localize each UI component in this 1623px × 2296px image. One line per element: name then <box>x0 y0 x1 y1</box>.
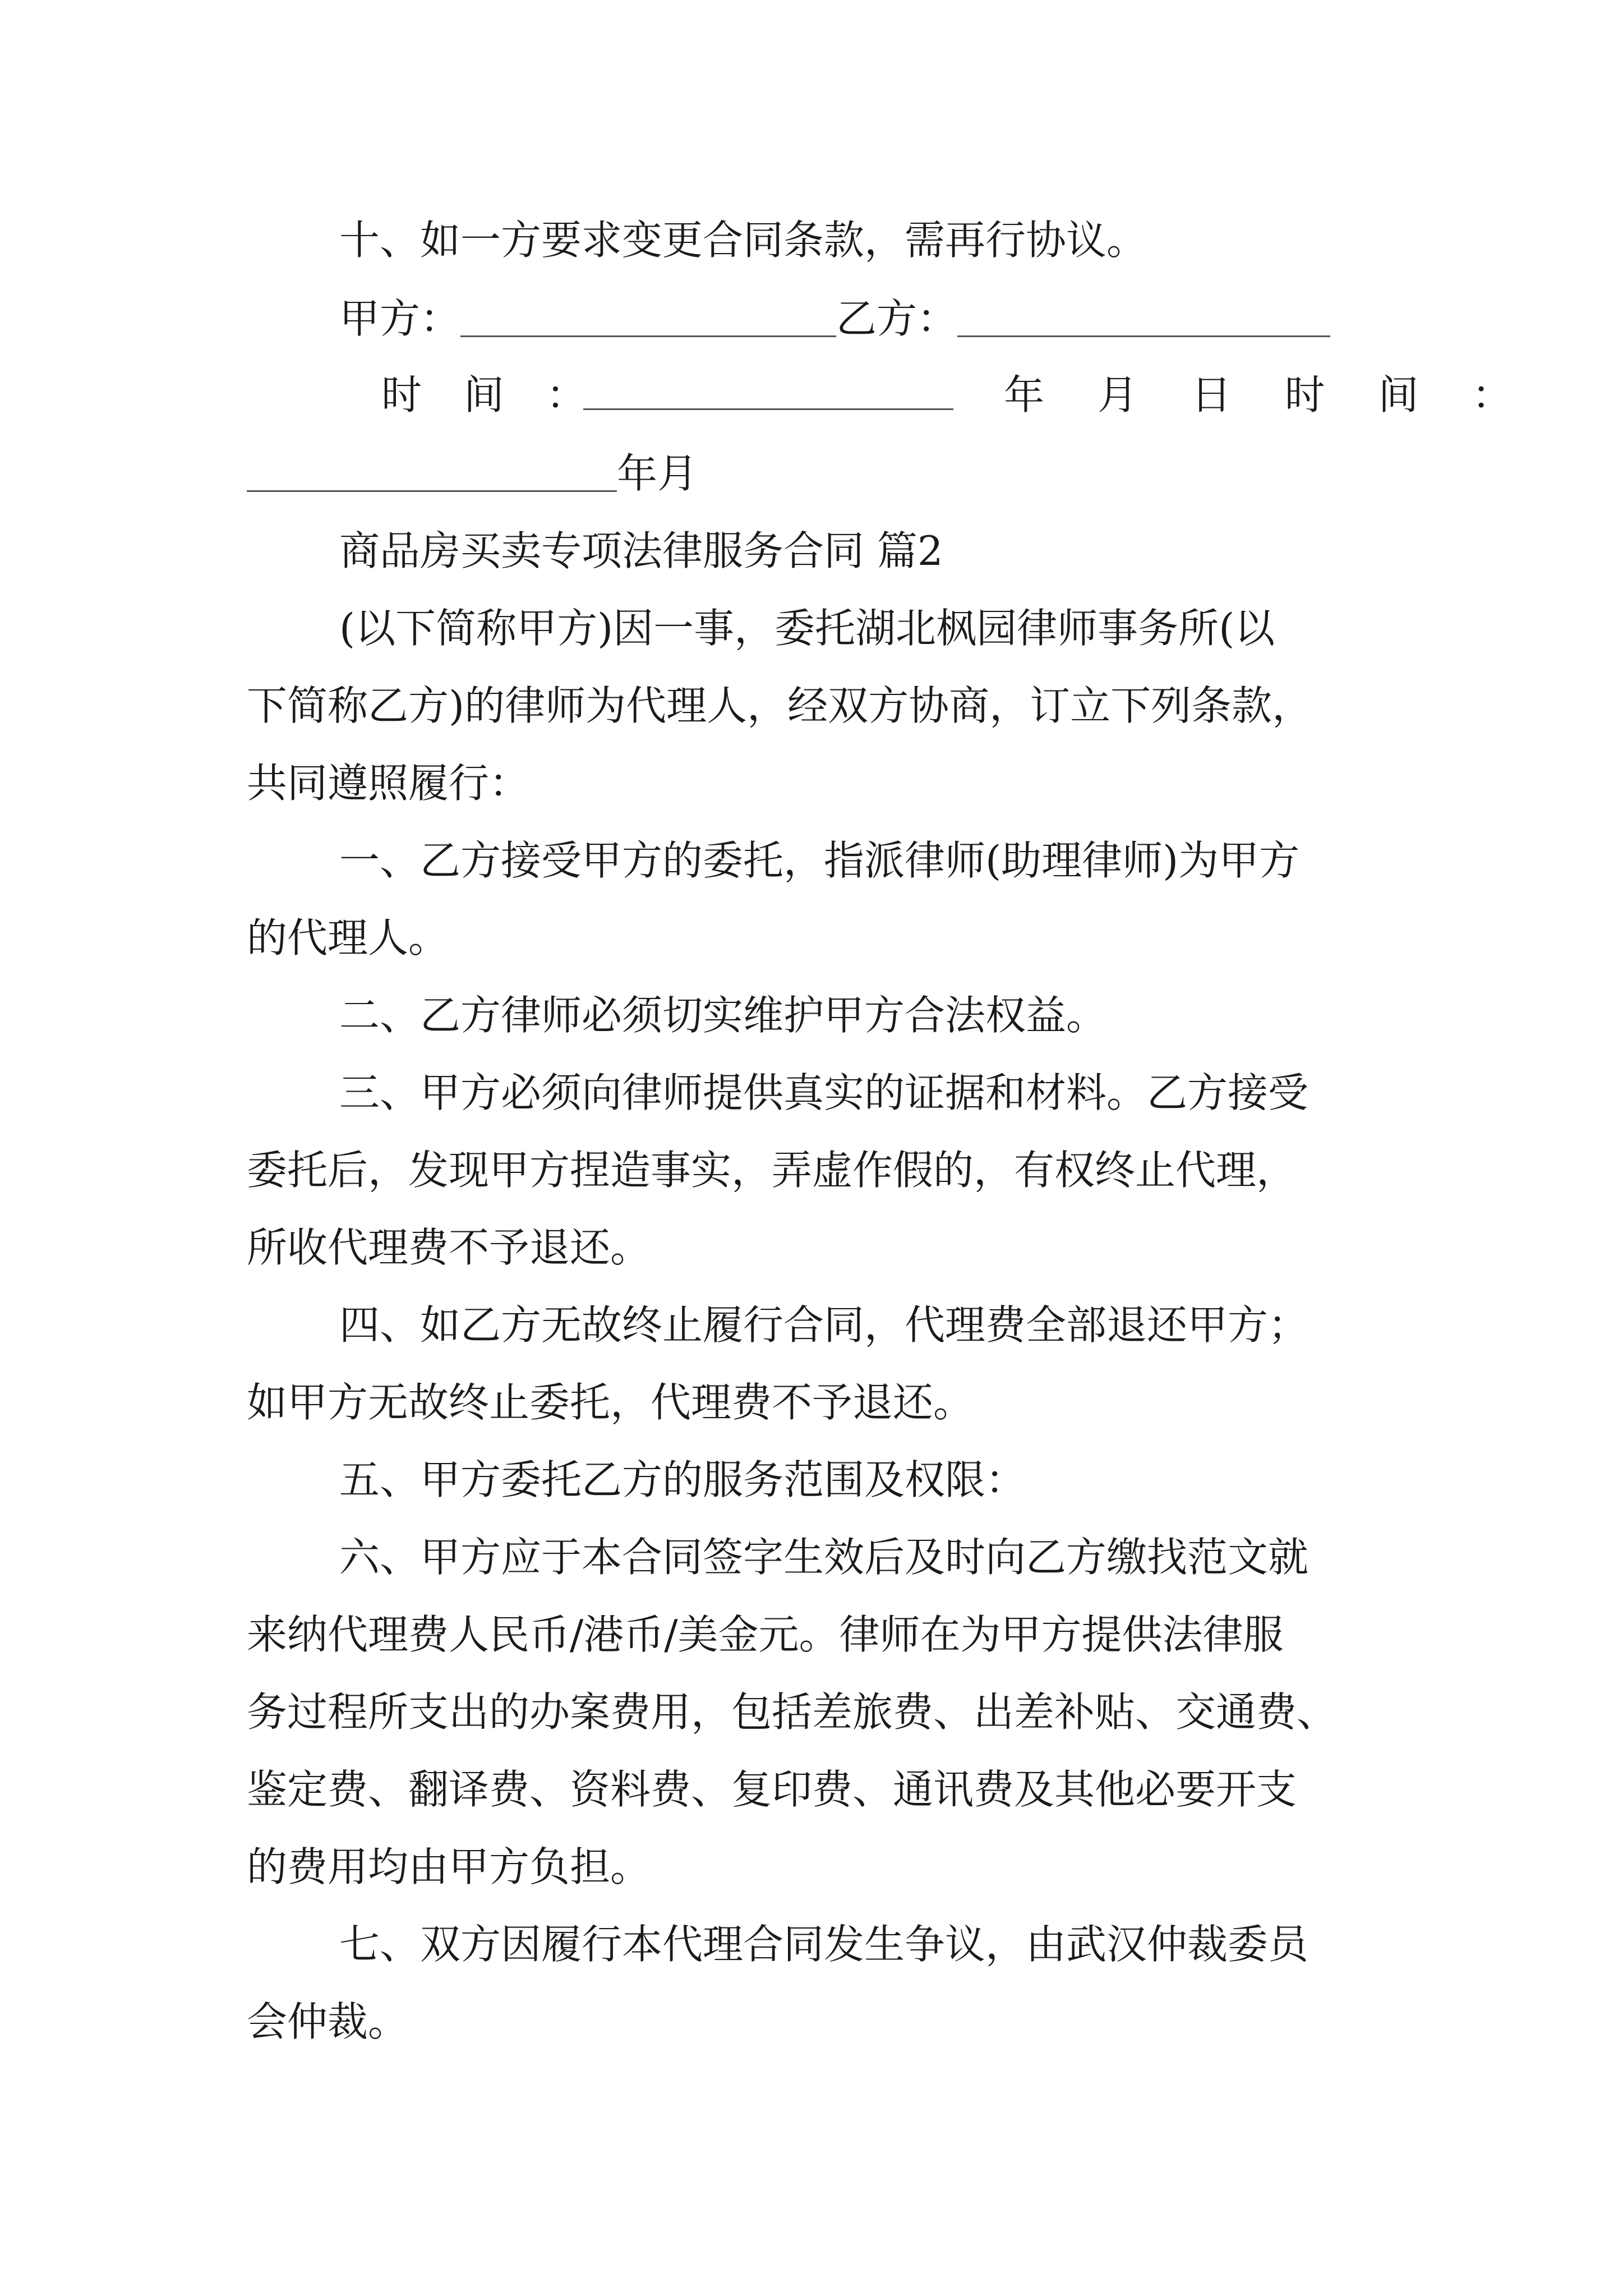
intro-line: (以下简称甲方)因一事，委托湖北枫园律师事务所(以 <box>339 605 1275 652</box>
intro-line: 下简称乙方)的律师为代理人，经双方协商，订立下列条款， <box>247 682 1313 729</box>
clause-6-line: 来纳代理费人民币/港币/美金元。律师在为甲方提供法律服 <box>247 1611 1284 1658</box>
signature-line <box>339 295 1330 342</box>
party-b-label: 乙方： <box>836 295 958 342</box>
intro-line: 共同遵照履行： <box>247 760 530 807</box>
clause-5-line: 五、甲方委托乙方的服务范围及权限： <box>339 1456 1026 1503</box>
party-b-blank <box>957 302 1330 337</box>
clause-6-line: 六、甲方应于本合同签字生效后及时向乙方缴找范文就 <box>339 1534 1309 1581</box>
party-a-blank <box>460 302 836 337</box>
clause-3-line: 所收代理费不予退还。 <box>247 1224 651 1271</box>
time-blank-1 <box>583 375 953 410</box>
clause-7-line: 七、双方因履行本代理合同发生争议，由武汉仲裁委员 <box>339 1921 1309 1968</box>
clause-3-line: 三、甲方必须向律师提供真实的证据和材料。乙方接受 <box>339 1069 1309 1116</box>
section-title: 商品房买卖专项法律服务合同 篇2 <box>339 527 943 574</box>
clause-4-line: 如甲方无故终止委托，代理费不予退还。 <box>247 1379 974 1426</box>
date-end-line <box>247 450 698 497</box>
clause-6-line: 鉴定费、翻译费、资料费、复印费、通讯费及其他必要开支 <box>247 1766 1297 1813</box>
party-a-label: 甲方： <box>339 295 461 342</box>
clause-4-line: 四、如乙方无故终止履行合同，代理费全部退还甲方； <box>339 1301 1309 1349</box>
clause-1-line: 一、乙方接受甲方的委托，指派律师(助理律师)为甲方 <box>339 837 1300 884</box>
clause-7-line: 会仲裁。 <box>247 1998 409 2045</box>
date-end: 年月 <box>617 450 698 497</box>
date-mid: 年 月 日 时 间 ： <box>1004 371 1533 418</box>
clause-2-line: 二、乙方律师必须切实维护甲方合法权益。 <box>339 992 1107 1039</box>
clause-6-line: 务过程所支出的办案费用，包括差旅费、出差补贴、交通费、 <box>247 1688 1338 1736</box>
clause-3-line: 委托后，发现甲方捏造事实，弄虚作假的，有权终止代理， <box>247 1147 1297 1194</box>
clause-1-line: 的代理人。 <box>247 914 449 961</box>
time-label-1: 时 间 ： <box>381 371 601 418</box>
clause-6-line: 的费用均由甲方负担。 <box>247 1843 651 1890</box>
time-blank-2 <box>247 457 617 492</box>
clause-10: 十、如一方要求变更合同条款，需再行协议。 <box>339 217 1147 264</box>
